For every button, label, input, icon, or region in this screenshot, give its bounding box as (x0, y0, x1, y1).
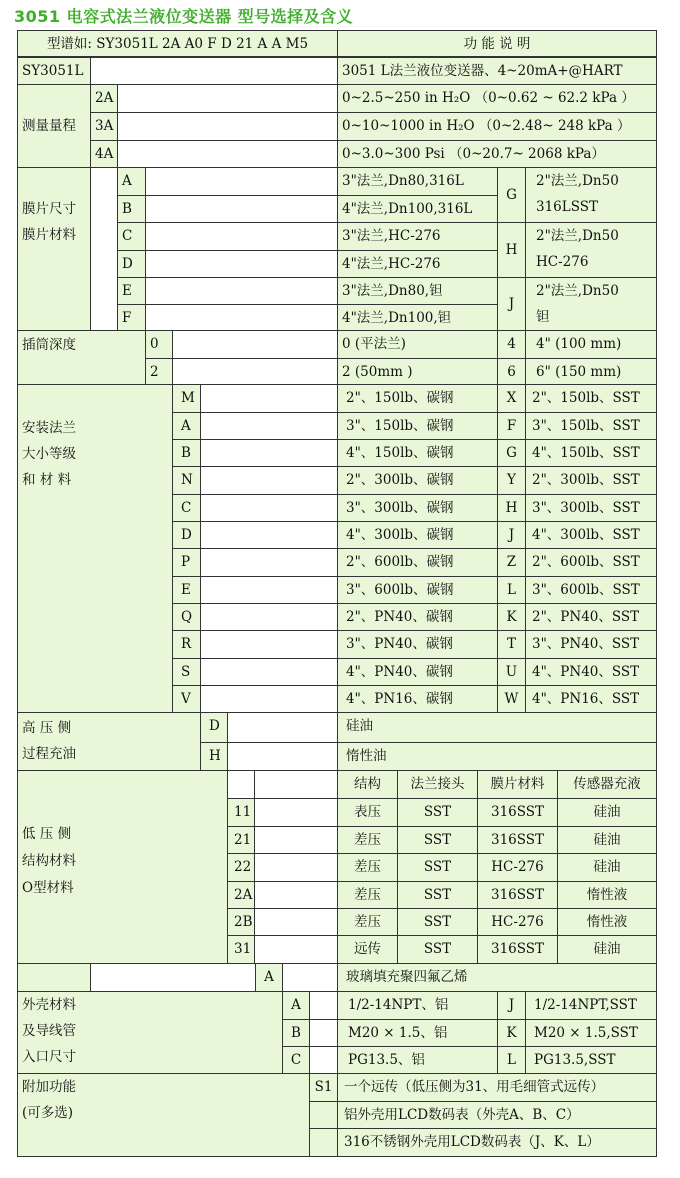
range-code: 4A (90, 140, 118, 168)
flange-desc: 2"、PN40、碳钢 (337, 603, 498, 631)
blank-cell (254, 935, 338, 964)
lowside-value: 表压 (337, 798, 398, 827)
flange-desc: 4"、150lb、碳钢 (337, 439, 498, 467)
cell-text-line: 及导线管 (22, 1023, 76, 1039)
blank-cell (254, 826, 338, 854)
flange-alt-desc: 2"、PN40、SST (525, 603, 657, 631)
insert-desc: 2 (50mm ) (337, 358, 498, 385)
lowside-value: SST (397, 908, 478, 936)
blank-cell (309, 1019, 338, 1047)
diaphragm-desc: 3"法兰,HC-276 (337, 222, 498, 251)
flange-alt-desc: 4"、PN40、SST (525, 658, 657, 686)
cell-text-line: 大小等级 (22, 446, 76, 462)
blank-cell (200, 384, 338, 413)
flange-alt-code: W (497, 685, 526, 713)
blank-cell (172, 358, 338, 385)
flange-alt-code: Z (497, 548, 526, 577)
cell-text-line: 过程充油 (22, 746, 76, 762)
fill-desc: 硅油 (337, 712, 657, 743)
lowside-header: 法兰接头 (397, 770, 478, 799)
range-desc: 0~3.0~300 Psi （0~20.7~ 2068 kPa） (337, 140, 657, 168)
lowside-value: 硅油 (557, 935, 657, 964)
housing-desc: 1/2-14NPT、铝 (337, 991, 498, 1020)
diaphragm-code: C (117, 222, 146, 251)
blank-cell (145, 195, 338, 223)
housing-alt-code: J (497, 991, 526, 1020)
blank-cell (200, 494, 338, 522)
blank-cell (145, 304, 338, 331)
flange-desc: 3"、150lb、碳钢 (337, 412, 498, 440)
flange-alt-code: K (497, 603, 526, 631)
flange-alt-desc: 2"、600lb、SST (525, 548, 657, 577)
diaphragm-code: D (117, 250, 146, 278)
blank-cell (200, 630, 338, 659)
blank-cell (200, 412, 338, 440)
options-code (309, 1128, 338, 1157)
lowside-value: 惰性液 (557, 881, 657, 909)
lowside-value: SST (397, 826, 478, 854)
fill-desc: 惰性油 (337, 742, 657, 771)
diaphragm-code: E (117, 277, 146, 305)
cell-text-line: 安装法兰 (22, 420, 76, 436)
blank-cell (254, 908, 338, 936)
lowside-value: SST (397, 881, 478, 909)
lowside-value: 316SST (477, 798, 558, 827)
options-label (17, 1073, 310, 1157)
cell-text-line: 低 压 侧 (22, 826, 72, 842)
lowside-value: HC-276 (477, 908, 558, 936)
blank-cell (90, 167, 118, 331)
blank-cell (117, 112, 338, 141)
options-desc: 316不锈钢外壳用LCD数码表（J、K、L） (337, 1128, 657, 1157)
flange-desc: 2"、150lb、碳钢 (337, 384, 498, 413)
lowside-code: 31 (227, 935, 255, 964)
housing-alt-desc: 1/2-14NPT,SST (525, 991, 657, 1020)
header-desc: 功 能 说 明 (337, 30, 657, 57)
flange-alt-desc: 3"、PN40、SST (525, 630, 657, 659)
lowside-label (17, 770, 228, 964)
lowside-code: 22 (227, 853, 255, 882)
blank-cell (200, 658, 338, 686)
flange-alt-code: G (497, 439, 526, 467)
diaphragm-desc: 4"法兰,Dn100,316L (337, 195, 498, 223)
fill-label (17, 712, 201, 771)
blank-cell (200, 685, 338, 713)
insert-code: 0 (145, 330, 173, 359)
blank-cell (200, 576, 338, 604)
flange-code: B (172, 439, 201, 467)
housing-code: B (282, 1019, 310, 1047)
lowside-code: 2A (227, 881, 255, 909)
flange-desc: 3"、300lb、碳钢 (337, 494, 498, 522)
page-title: 3051 电容式法兰液位变送器 型号选择及含义 (14, 7, 354, 26)
flange-alt-code: F (497, 412, 526, 440)
housing-alt-desc: M20 × 1.5,SST (525, 1019, 657, 1047)
diaphragm-alt-desc (525, 222, 657, 278)
options-desc: 铝外壳用LCD数码表（外壳A、B、C） (337, 1101, 657, 1129)
lowside-value: HC-276 (477, 853, 558, 882)
blank-cell (254, 881, 338, 909)
flange-alt-desc: 3"、150lb、SST (525, 412, 657, 440)
lowside-header: 膜片材料 (477, 770, 558, 799)
insert-alt-desc: 4" (100 mm) (525, 330, 657, 359)
lowside-value: 硅油 (557, 853, 657, 882)
cell-text-line: 结构材料 (22, 853, 76, 869)
blank-cell (172, 330, 338, 359)
oring-desc: 玻璃填充聚四氟乙烯 (337, 963, 657, 992)
range-desc: 0~2.5~250 in H₂O （0~0.62 ~ 62.2 kPa ） (337, 84, 657, 113)
lowside-code: 21 (227, 826, 255, 854)
blank-cell (200, 466, 338, 495)
cell-text-line: (可多选) (22, 1105, 74, 1121)
diaphragm-code: A (117, 167, 146, 196)
housing-code: C (282, 1046, 310, 1074)
blank-cell (227, 742, 338, 771)
flange-code: S (172, 658, 201, 686)
diaphragm-desc: 3"法兰,Dn80,316L (337, 167, 498, 196)
blank-cell (254, 853, 338, 882)
flange-code: E (172, 576, 201, 604)
range-label: 测量量程 (17, 84, 91, 168)
lowside-value: 远传 (337, 935, 398, 964)
flange-alt-code: J (497, 521, 526, 549)
diaphragm-desc: 4"法兰,HC-276 (337, 250, 498, 278)
flange-desc: 4"、300lb、碳钢 (337, 521, 498, 549)
flange-code: P (172, 548, 201, 577)
blank-cell (227, 770, 255, 799)
lowside-value: 硅油 (557, 798, 657, 827)
flange-code: R (172, 630, 201, 659)
blank-cell (117, 140, 338, 168)
lowside-value: 差压 (337, 908, 398, 936)
flange-code: M (172, 384, 201, 413)
blank-cell (145, 250, 338, 278)
flange-alt-code: H (497, 494, 526, 522)
insert-code: 2 (145, 358, 173, 385)
housing-alt-code: L (497, 1046, 526, 1074)
options-desc: 一个远传（低压侧为31、用毛细管式远传） (337, 1073, 657, 1102)
flange-desc: 2"、600lb、碳钢 (337, 548, 498, 577)
flange-alt-code: T (497, 630, 526, 659)
flange-alt-desc: 2"、150lb、SST (525, 384, 657, 413)
lowside-value: 惰性液 (557, 908, 657, 936)
lowside-header: 传感器充液 (557, 770, 657, 799)
flange-alt-desc: 4"、150lb、SST (525, 439, 657, 467)
housing-alt-code: K (497, 1019, 526, 1047)
blank-cell (254, 798, 338, 827)
blank-cell (200, 521, 338, 549)
options-code (309, 1101, 338, 1129)
flange-alt-code: L (497, 576, 526, 604)
lowside-value: SST (397, 798, 478, 827)
flange-desc: 3"、600lb、碳钢 (337, 576, 498, 604)
blank-cell (145, 277, 338, 305)
range-code: 3A (90, 112, 118, 141)
blank-cell (145, 167, 338, 196)
diaphragm-alt-code: H (497, 222, 526, 278)
cell-text-line: 外壳材料 (22, 997, 76, 1013)
range-desc: 0~10~1000 in H₂O （0~2.48~ 248 kPa ） (337, 112, 657, 141)
lowside-value: 硅油 (557, 826, 657, 854)
cell-text-line: 膜片材料 (22, 227, 76, 243)
diaphragm-desc: 4"法兰,Dn100,钽 (337, 304, 498, 331)
flange-alt-desc: 4"、300lb、SST (525, 521, 657, 549)
blank-cell (90, 963, 256, 992)
blank-cell (145, 222, 338, 251)
lowside-value: 316SST (477, 826, 558, 854)
lowside-value: 316SST (477, 935, 558, 964)
cell-text-line: 316LSST (536, 199, 598, 215)
housing-desc: PG13.5、铝 (337, 1046, 498, 1074)
flange-desc: 2"、300lb、碳钢 (337, 466, 498, 495)
lowside-value: 差压 (337, 826, 398, 854)
blank-cell (309, 1046, 338, 1074)
model-code: SY3051L (17, 57, 91, 85)
cell-text-line: 钽 (536, 309, 550, 325)
range-code: 2A (90, 84, 118, 113)
flange-code: A (172, 412, 201, 440)
blank-cell (200, 603, 338, 631)
insert-label: 插筒深度 (17, 330, 146, 385)
blank-cell (200, 439, 338, 467)
lowside-code: 2B (227, 908, 255, 936)
diaphragm-label (17, 167, 91, 331)
flange-code: D (172, 521, 201, 549)
housing-label (17, 991, 283, 1074)
lowside-value: SST (397, 935, 478, 964)
diaphragm-alt-code: G (497, 167, 526, 223)
blank-cell (227, 712, 338, 743)
fill-code: H (200, 742, 228, 771)
options-code: S1 (309, 1073, 338, 1102)
blank-cell (309, 991, 338, 1020)
cell-text-line: 膜片尺寸 (22, 201, 76, 217)
blank-cell (282, 963, 338, 992)
diaphragm-code: F (117, 304, 146, 331)
diaphragm-alt-desc (525, 167, 657, 223)
cell-text-line: HC-276 (536, 254, 589, 270)
housing-desc: M20 × 1.5、铝 (337, 1019, 498, 1047)
blank-cell (254, 770, 338, 799)
cell-text-line: 入口尺寸 (22, 1049, 76, 1065)
diaphragm-desc: 3"法兰,Dn80,钽 (337, 277, 498, 305)
cell-text-line: O型材料 (22, 880, 74, 896)
flange-alt-desc: 2"、300lb、SST (525, 466, 657, 495)
flange-code: Q (172, 603, 201, 631)
lowside-header: 结构 (337, 770, 398, 799)
flange-desc: 4"、PN16、碳钢 (337, 685, 498, 713)
flange-alt-code: Y (497, 466, 526, 495)
cell-text-line: 附加功能 (22, 1079, 76, 1095)
insert-desc: 0 (平法兰) (337, 330, 498, 359)
cell-text-line: 2"法兰,Dn50 (536, 228, 619, 244)
insert-alt-code: 4 (497, 330, 526, 359)
flange-code: C (172, 494, 201, 522)
lowside-code: 11 (227, 798, 255, 827)
lowside-value: 差压 (337, 881, 398, 909)
diaphragm-alt-code: J (497, 277, 526, 331)
header-example: 型谱如: SY3051L 2A A0 F D 21 A A M5 (17, 30, 338, 57)
flange-code: V (172, 685, 201, 713)
insert-alt-code: 6 (497, 358, 526, 385)
blank-cell (90, 57, 338, 85)
flange-desc: 4"、PN40、碳钢 (337, 658, 498, 686)
flange-alt-desc: 4"、PN16、SST (525, 685, 657, 713)
flange-alt-desc: 3"、300lb、SST (525, 494, 657, 522)
blank-cell (17, 963, 91, 992)
lowside-value: SST (397, 853, 478, 882)
cell-text-line: 和 材 料 (22, 472, 72, 488)
lowside-value: 316SST (477, 881, 558, 909)
flange-alt-code: X (497, 384, 526, 413)
blank-cell (117, 84, 338, 113)
flange-desc: 3"、PN40、碳钢 (337, 630, 498, 659)
model-desc: 3051 L法兰液位变送器、4~20mA+@HART (337, 57, 657, 85)
housing-code: A (282, 991, 310, 1020)
housing-alt-desc: PG13.5,SST (525, 1046, 657, 1074)
cell-text-line: 2"法兰,Dn50 (536, 173, 619, 189)
flange-code: N (172, 466, 201, 495)
diaphragm-alt-desc (525, 277, 657, 331)
insert-alt-desc: 6" (150 mm) (525, 358, 657, 385)
cell-text-line: 2"法兰,Dn50 (536, 283, 619, 299)
blank-cell (200, 548, 338, 577)
cell-text-line: 高 压 侧 (22, 720, 72, 736)
flange-label (17, 384, 173, 713)
lowside-value: 差压 (337, 853, 398, 882)
flange-alt-desc: 3"、600lb、SST (525, 576, 657, 604)
flange-alt-code: U (497, 658, 526, 686)
diaphragm-code: B (117, 195, 146, 223)
oring-code: A (255, 963, 283, 992)
fill-code: D (200, 712, 228, 743)
